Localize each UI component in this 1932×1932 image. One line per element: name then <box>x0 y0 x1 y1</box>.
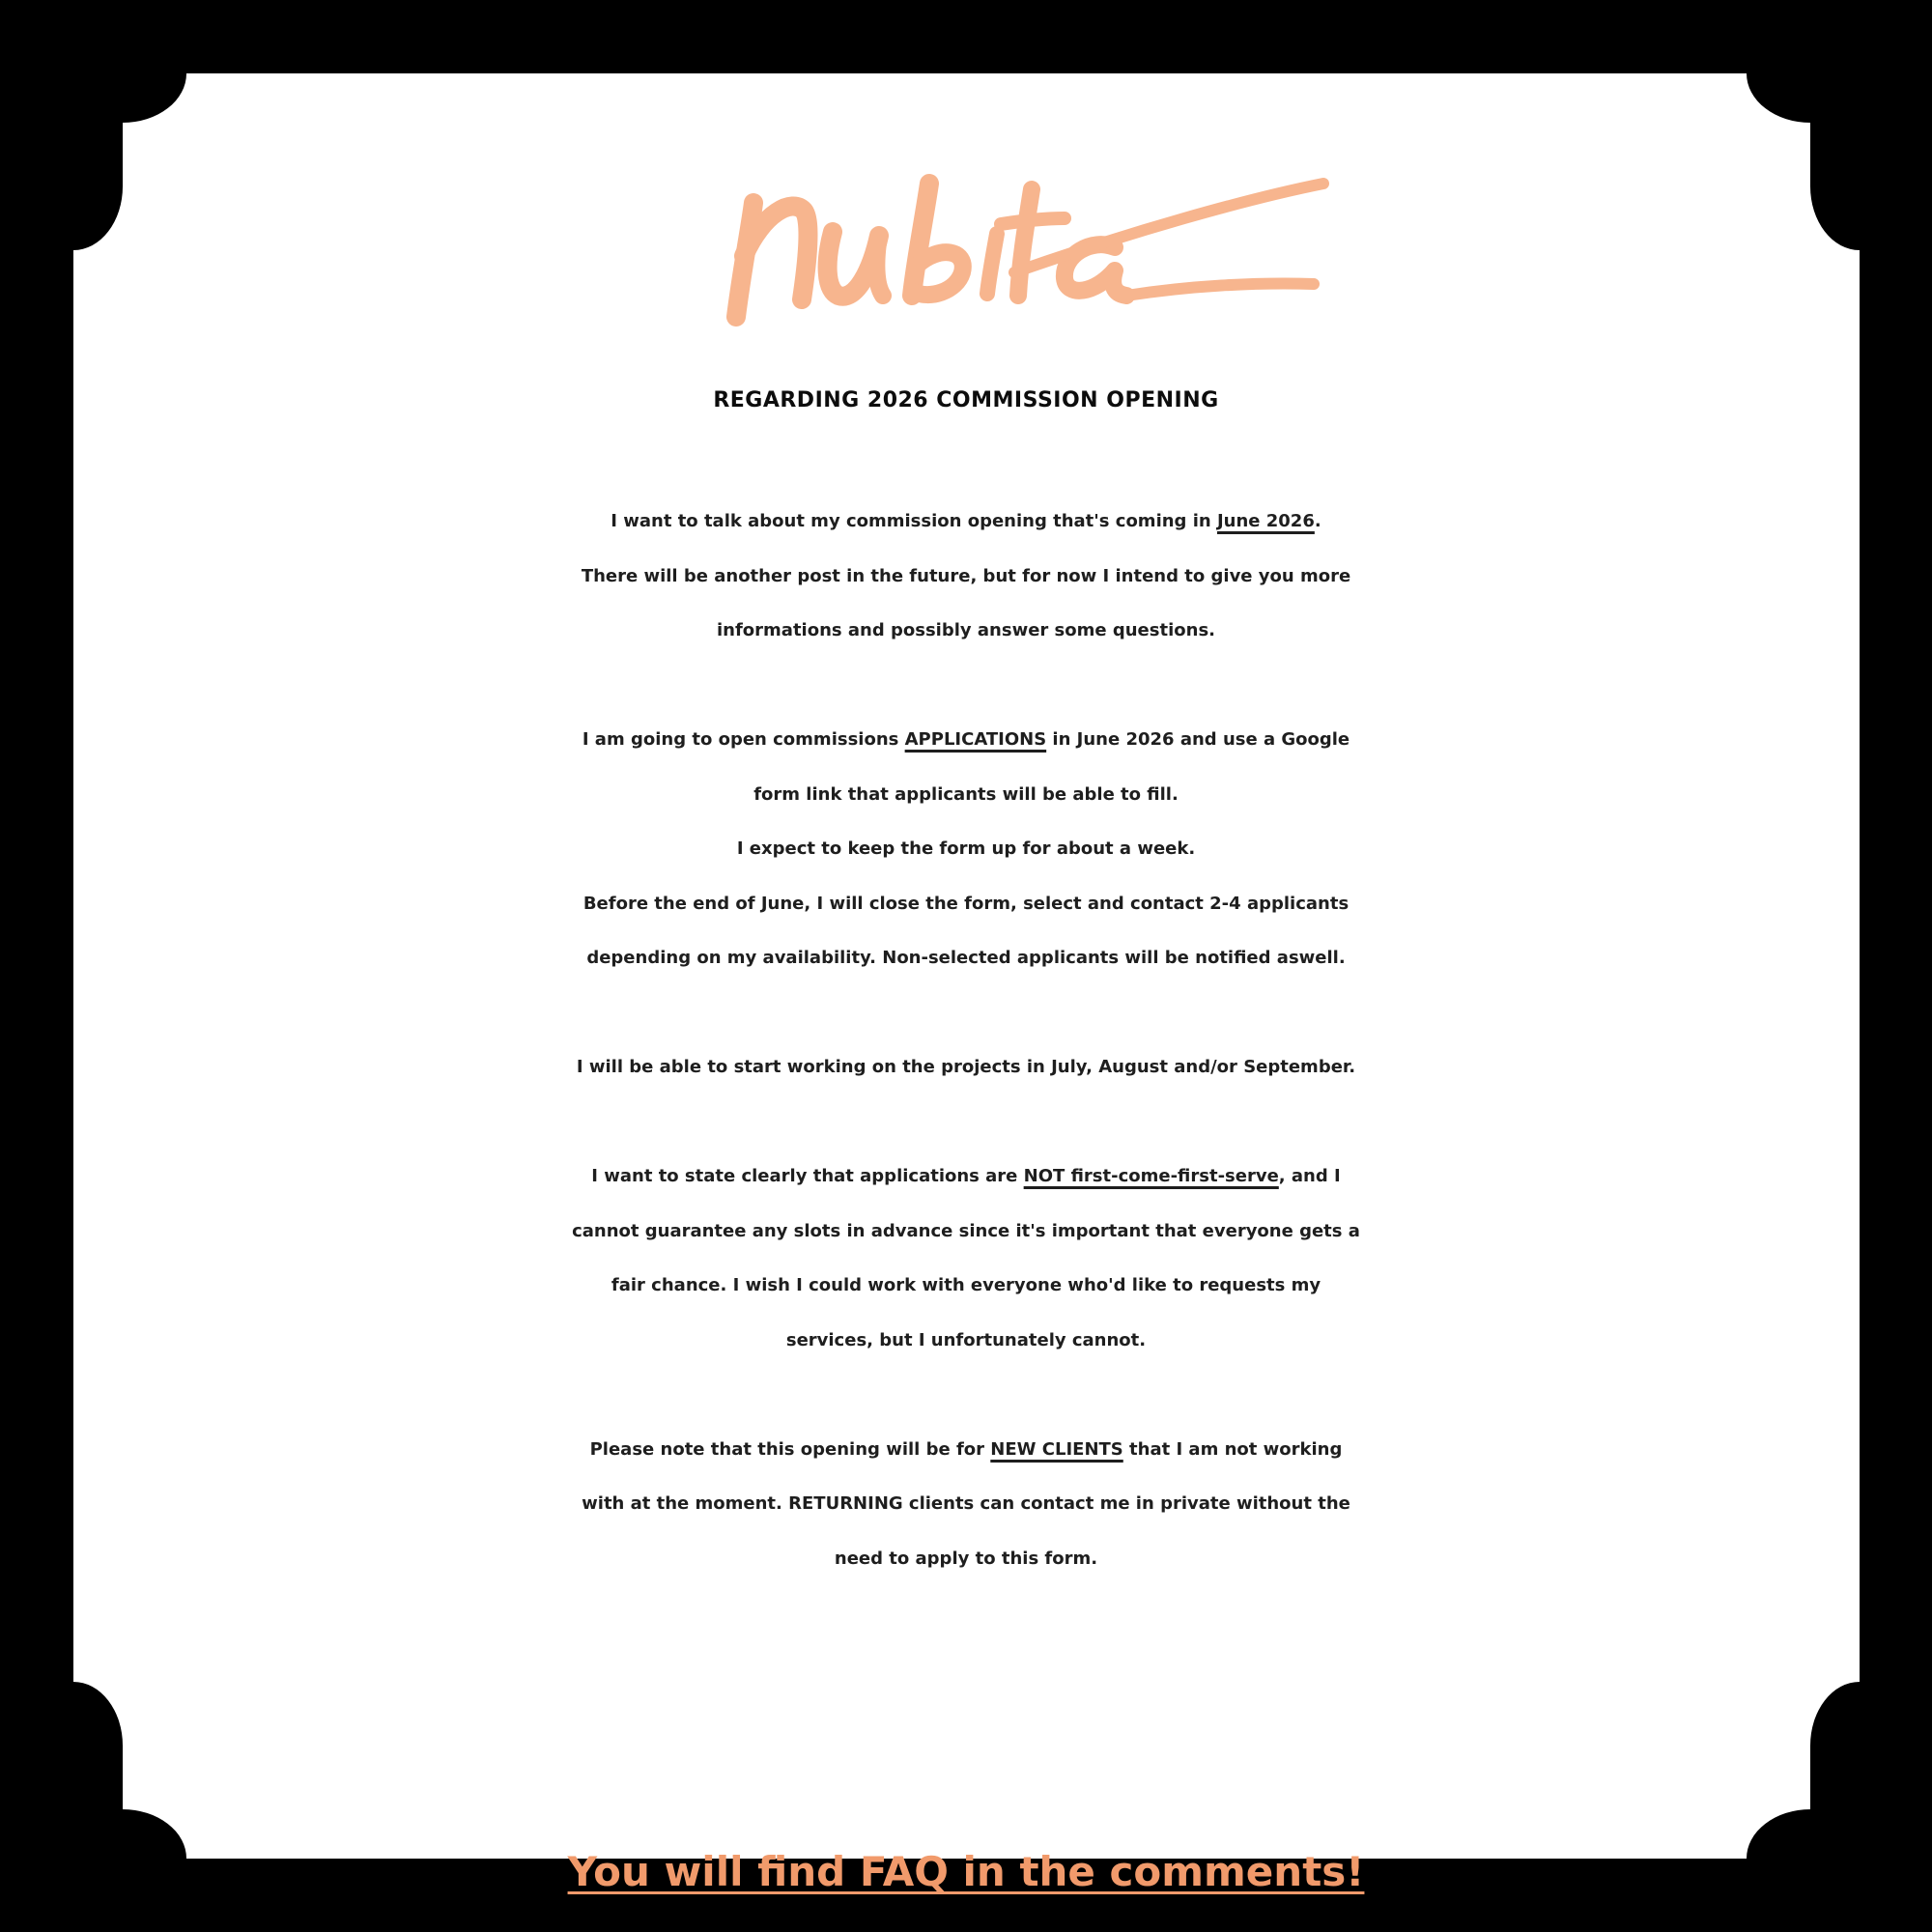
announcement-card <box>145 145 1787 1895</box>
text-segment: that I am not working <box>1122 1438 1343 1460</box>
paragraph-clients <box>145 1423 1787 1587</box>
underlined-new-clients: NEW CLIENTS <box>990 1438 1123 1460</box>
signature-logo-icon <box>724 164 1343 338</box>
text-line: fair chance. I wish I could work with everyone who'd like to requests my <box>611 1275 1321 1295</box>
text-line: cannot guarantee any slots in advance since it's important that everyone gets a <box>572 1220 1360 1241</box>
paragraph-schedule <box>145 1040 1787 1095</box>
text-segment: in June 2026 and use a Google <box>1046 729 1350 750</box>
announcement-body <box>145 495 1787 1586</box>
faq-note <box>145 1843 1787 1901</box>
text-line: I will be able to start working on the projects in July, August and/or September. <box>576 1057 1356 1077</box>
text-line <box>145 1150 1787 1205</box>
text-segment: , and I <box>1278 1166 1341 1186</box>
text-line: informations and possibly answer some questions. <box>716 620 1215 640</box>
text-line: There will be another post in the future, but for now I intend to give you more <box>581 565 1351 586</box>
underlined-applications: APPLICATIONS <box>904 729 1047 750</box>
text-line: form link that applicants will be able to fill. <box>753 783 1179 805</box>
text-line: I expect to keep the form up for about a week. <box>736 838 1196 859</box>
paragraph-applications <box>145 713 1787 986</box>
text-segment: I want to state clearly that applications are <box>591 1166 1024 1186</box>
paragraph-policy <box>145 1150 1787 1368</box>
page-title: REGARDING 2026 COMMISSION OPENING <box>713 388 1219 412</box>
text-line <box>145 713 1787 768</box>
text-segment: I want to talk about my commission opening that's coming in <box>611 511 1217 531</box>
text-line: services, but I unfortunately cannot. <box>785 1329 1147 1350</box>
text-segment: I am going to open commissions <box>582 729 905 750</box>
underlined-date: June 2026 <box>1216 511 1315 531</box>
text-segment: . <box>1314 511 1321 531</box>
text-segment: Please note that this opening will be for <box>589 1438 991 1460</box>
text-line: depending on my availability. Non-selected applicants will be notified aswell. <box>586 948 1346 968</box>
text-line: with at the moment. RETURNING clients can contact me in private without the <box>582 1493 1350 1514</box>
text-line: need to apply to this form. <box>834 1548 1098 1569</box>
text-line: Before the end of June, I will close the form, select and contact 2-4 applicants <box>582 893 1350 914</box>
paragraph-intro <box>145 495 1787 659</box>
faq-link-text: You will find FAQ in the comments! <box>567 1848 1365 1895</box>
text-line <box>145 495 1787 550</box>
underlined-policy: NOT first-come-first-serve <box>1023 1166 1279 1186</box>
text-line <box>145 1423 1787 1478</box>
